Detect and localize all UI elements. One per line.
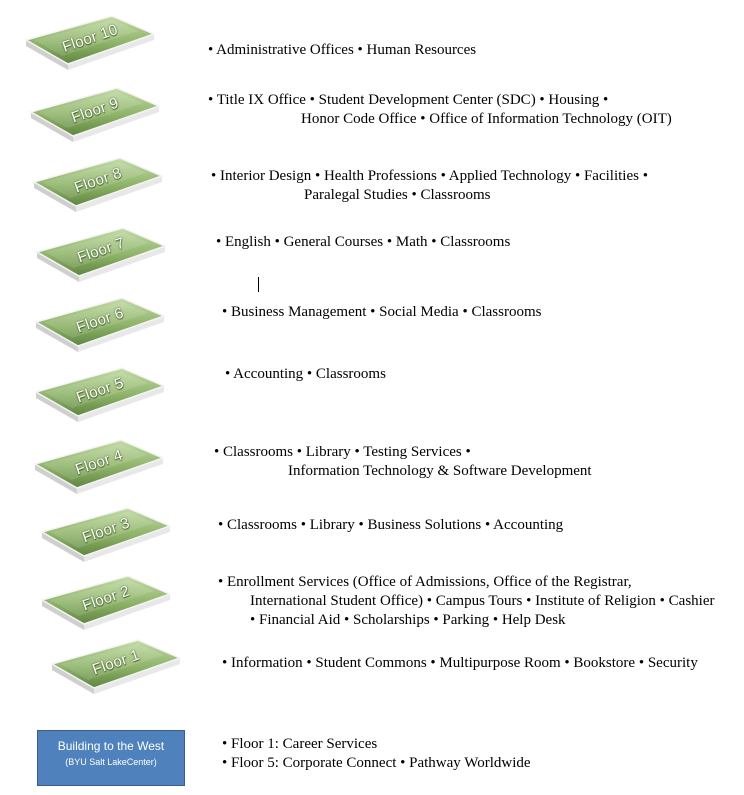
floor-2-tile [42,576,178,630]
floor-7-tile [37,228,173,282]
floor-2-line-2: International Student Office) • Campus Tours • Institute of Religion • Cashier [250,593,715,609]
floor-7-line-1: • English • General Courses • Math • Classrooms [216,234,511,250]
floor-4-line-2: Information Technology & Software Development [288,463,592,479]
floor-9-tile [31,88,167,142]
floor-5-tile [36,368,172,422]
text-cursor [258,277,259,292]
floor-7-label: Floor 7 [75,234,127,266]
floor-8-tile [34,158,170,212]
floor-3-line-1: • Classrooms • Library • Business Solutions • Accounting [218,517,564,533]
floor-10-line-1: • Administrative Offices • Human Resources [208,42,477,58]
floor-5-line-1: • Accounting • Classrooms [225,366,386,382]
floor-2-label: Floor 2 [80,582,132,614]
west-building-line-2: • Floor 5: Corporate Connect • Pathway Worldwide [222,755,531,771]
floor-3-tile [42,508,178,562]
floor-8-line-2: Paralegal Studies • Classrooms [304,187,491,203]
floor-6-line-1: • Business Management • Social Media • Classrooms [222,304,542,320]
west-building-subtitle: (BYU Salt LakeCenter) [65,757,157,767]
floor-9-line-2: Honor Code Office • Office of Information Technology (OIT) [301,111,672,127]
floor-9-line-1: • Title IX Office • Student Development Center (SDC) • Housing • [208,92,609,108]
floor-1-tile [52,640,188,694]
floor-10-label: Floor 10 [60,20,120,56]
floor-4-label: Floor 4 [73,446,125,478]
west-building-box [37,730,185,786]
floor-3-label: Floor 3 [80,514,132,546]
floor-4-tile [35,440,171,494]
west-building-line-1: • Floor 1: Career Services [222,736,378,752]
floor-1-label: Floor 1 [90,646,142,678]
floor-8-line-1: • Interior Design • Health Professions • Applied Technology • Facilities • [211,168,648,184]
west-building-title: Building to the West [57,739,165,753]
floor-2-line-1: • Enrollment Services (Office of Admissions, Office of the Registrar, [218,574,632,590]
floor-6-tile [36,298,172,352]
floor-9-label: Floor 9 [69,94,121,126]
floor-4-line-1: • Classrooms • Library • Testing Services • [214,444,471,460]
floor-10-tile [26,16,162,70]
floor-8-label: Floor 8 [72,164,124,196]
floor-5-label: Floor 5 [74,374,126,406]
floor-1-line-1: • Information • Student Commons • Multipurpose Room • Bookstore • Security [222,655,698,671]
floor-6-label: Floor 6 [74,304,126,336]
floor-2-line-3: • Financial Aid • Scholarships • Parking • Help Desk [250,612,566,628]
